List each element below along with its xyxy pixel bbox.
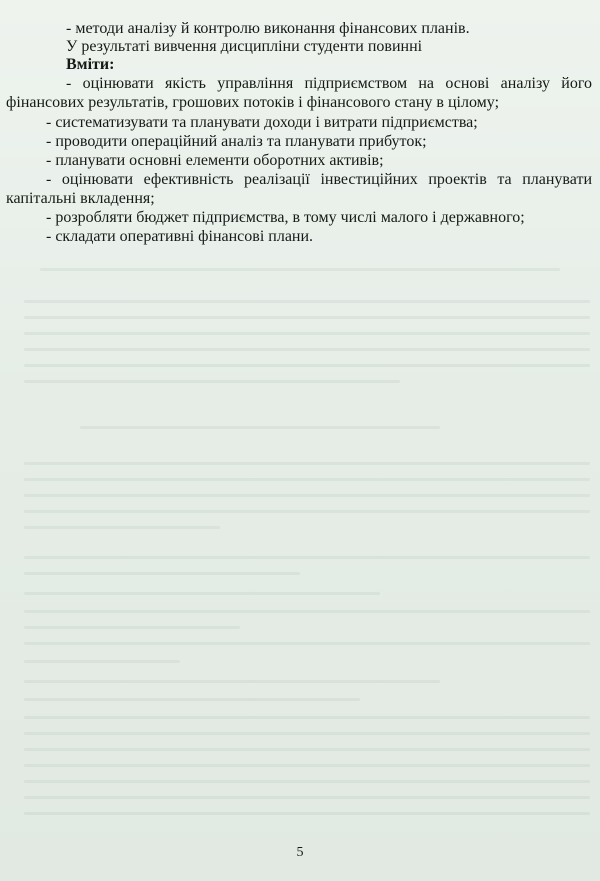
list-item-investment-projects: - оцінювати ефективність реалізації інвестиційних проектів та планувати [46, 171, 592, 188]
list-item-operational-analysis: - проводити операційний аналіз та планувати прибуток; [46, 133, 427, 150]
text-line-methods: - методи аналізу й контролю виконання фінансових планів. [66, 20, 470, 37]
list-item-systematize-income: - систематизувати та планувати доходи і витрати підприємства; [46, 114, 478, 131]
list-item-current-assets: - планувати основні елементи оборотних активів; [46, 152, 384, 169]
page-number: 5 [296, 845, 304, 860]
list-item-budget: - розробляти бюджет підприємства, в тому числі малого і державного; [46, 209, 525, 226]
list-item-assess-management: - оцінювати якість управління підприємством на основі аналізу його [66, 75, 592, 92]
section-heading-skills: Вміти: [66, 56, 115, 73]
text-line-continuation-capital: капітальні вкладення; [6, 190, 155, 207]
list-item-operative-plans: - складати оперативні фінансові плани. [46, 228, 314, 245]
text-line-continuation-financial-results: фінансових результатів, грошових потоків і фінансового стану в цілому; [6, 94, 500, 111]
text-line-intro: У результаті вивчення дисципліни студенти повинні [66, 38, 423, 55]
